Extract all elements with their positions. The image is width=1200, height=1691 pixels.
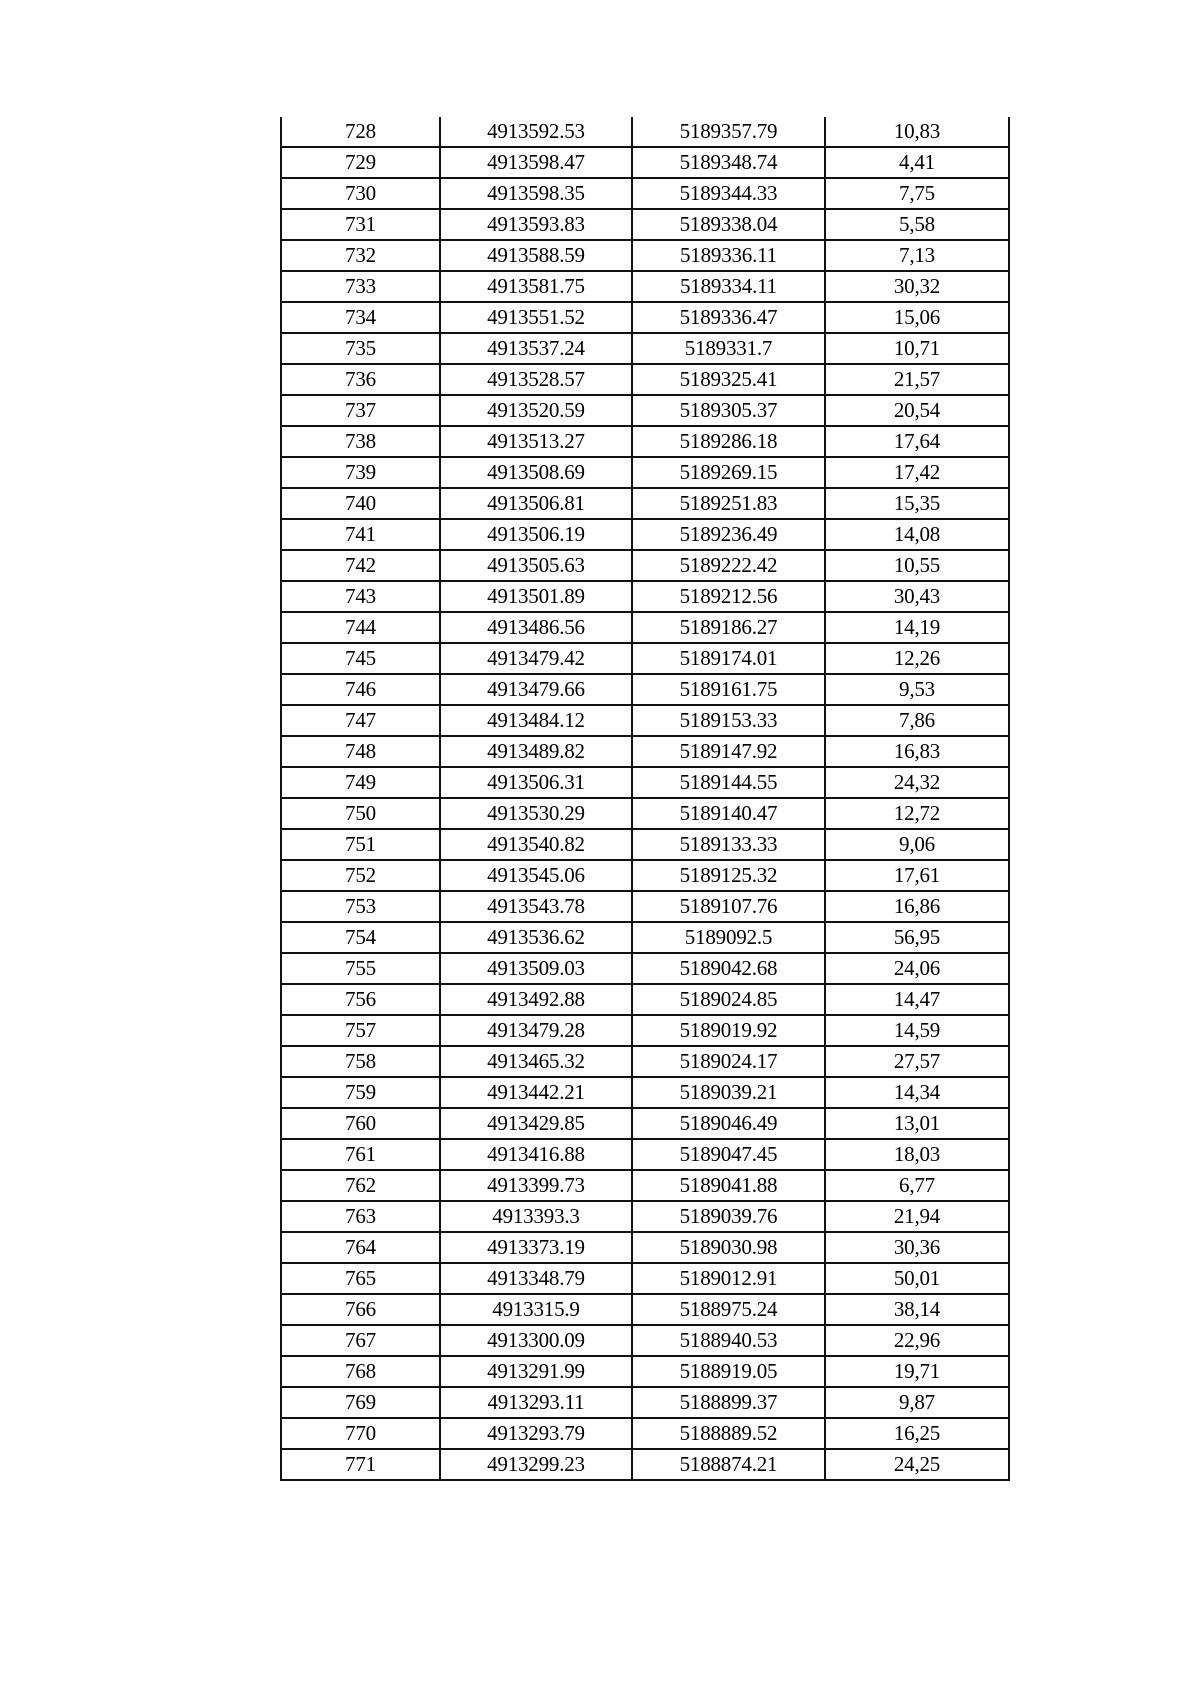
- distance-cell: 15,35: [825, 488, 1009, 519]
- y-coordinate-cell: 5189286.18: [632, 426, 825, 457]
- table-row: [281, 891, 1009, 922]
- y-coordinate-cell: 5189336.11: [632, 240, 825, 271]
- x-coordinate-cell: 4913399.73: [440, 1170, 632, 1201]
- point-number-cell: 743: [281, 581, 440, 612]
- point-number-cell: 766: [281, 1294, 440, 1325]
- y-coordinate-cell: 5189041.88: [632, 1170, 825, 1201]
- y-coordinate-cell: 5189357.79: [632, 117, 825, 147]
- x-coordinate-cell: 4913540.82: [440, 829, 632, 860]
- y-coordinate-cell: 5189024.17: [632, 1046, 825, 1077]
- point-number-cell: 731: [281, 209, 440, 240]
- distance-cell: 4,41: [825, 147, 1009, 178]
- distance-cell: 10,83: [825, 117, 1009, 147]
- table-row: [281, 1294, 1009, 1325]
- distance-cell: 15,06: [825, 302, 1009, 333]
- x-coordinate-cell: 4913429.85: [440, 1108, 632, 1139]
- distance-cell: 19,71: [825, 1356, 1009, 1387]
- distance-cell: 30,32: [825, 271, 1009, 302]
- table-row: [281, 736, 1009, 767]
- table-row: [281, 147, 1009, 178]
- table-row: [281, 705, 1009, 736]
- x-coordinate-cell: 4913479.66: [440, 674, 632, 705]
- distance-cell: 50,01: [825, 1263, 1009, 1294]
- table-row: [281, 488, 1009, 519]
- distance-cell: 24,32: [825, 767, 1009, 798]
- x-coordinate-cell: 4913588.59: [440, 240, 632, 271]
- x-coordinate-cell: 4913489.82: [440, 736, 632, 767]
- x-coordinate-cell: 4913501.89: [440, 581, 632, 612]
- x-coordinate-cell: 4913416.88: [440, 1139, 632, 1170]
- y-coordinate-cell: 5189133.33: [632, 829, 825, 860]
- table-row: [281, 271, 1009, 302]
- y-coordinate-cell: 5189338.04: [632, 209, 825, 240]
- table-row: [281, 767, 1009, 798]
- distance-cell: 14,08: [825, 519, 1009, 550]
- x-coordinate-cell: 4913315.9: [440, 1294, 632, 1325]
- distance-cell: 30,36: [825, 1232, 1009, 1263]
- distance-cell: 14,47: [825, 984, 1009, 1015]
- x-coordinate-cell: 4913506.19: [440, 519, 632, 550]
- table-row: [281, 581, 1009, 612]
- table-row: [281, 302, 1009, 333]
- point-number-cell: 762: [281, 1170, 440, 1201]
- distance-cell: 7,86: [825, 705, 1009, 736]
- distance-cell: 17,61: [825, 860, 1009, 891]
- point-number-cell: 749: [281, 767, 440, 798]
- y-coordinate-cell: 5189046.49: [632, 1108, 825, 1139]
- table-row: [281, 1232, 1009, 1263]
- distance-cell: 13,01: [825, 1108, 1009, 1139]
- y-coordinate-cell: 5189039.76: [632, 1201, 825, 1232]
- y-coordinate-cell: 5189161.75: [632, 674, 825, 705]
- y-coordinate-cell: 5189331.7: [632, 333, 825, 364]
- distance-cell: 24,06: [825, 953, 1009, 984]
- point-number-cell: 733: [281, 271, 440, 302]
- x-coordinate-cell: 4913513.27: [440, 426, 632, 457]
- distance-cell: 10,71: [825, 333, 1009, 364]
- table-row: [281, 984, 1009, 1015]
- point-number-cell: 760: [281, 1108, 440, 1139]
- distance-cell: 16,25: [825, 1418, 1009, 1449]
- point-number-cell: 729: [281, 147, 440, 178]
- table-row: [281, 240, 1009, 271]
- table-row: [281, 674, 1009, 705]
- distance-cell: 9,53: [825, 674, 1009, 705]
- table-row: [281, 457, 1009, 488]
- distance-cell: 20,54: [825, 395, 1009, 426]
- y-coordinate-cell: 5189334.11: [632, 271, 825, 302]
- y-coordinate-cell: 5189212.56: [632, 581, 825, 612]
- x-coordinate-cell: 4913293.11: [440, 1387, 632, 1418]
- point-number-cell: 734: [281, 302, 440, 333]
- table-row: [281, 953, 1009, 984]
- x-coordinate-cell: 4913508.69: [440, 457, 632, 488]
- x-coordinate-cell: 4913492.88: [440, 984, 632, 1015]
- table-row: [281, 1356, 1009, 1387]
- y-coordinate-cell: 5189336.47: [632, 302, 825, 333]
- point-number-cell: 739: [281, 457, 440, 488]
- point-number-cell: 740: [281, 488, 440, 519]
- point-number-cell: 771: [281, 1449, 440, 1480]
- y-coordinate-cell: 5189186.27: [632, 612, 825, 643]
- y-coordinate-cell: 5189140.47: [632, 798, 825, 829]
- x-coordinate-cell: 4913299.23: [440, 1449, 632, 1480]
- x-coordinate-cell: 4913598.35: [440, 178, 632, 209]
- table-row: [281, 1015, 1009, 1046]
- x-coordinate-cell: 4913551.52: [440, 302, 632, 333]
- x-coordinate-cell: 4913536.62: [440, 922, 632, 953]
- y-coordinate-cell: 5189344.33: [632, 178, 825, 209]
- distance-cell: 9,87: [825, 1387, 1009, 1418]
- point-number-cell: 754: [281, 922, 440, 953]
- x-coordinate-cell: 4913528.57: [440, 364, 632, 395]
- x-coordinate-cell: 4913373.19: [440, 1232, 632, 1263]
- distance-cell: 38,14: [825, 1294, 1009, 1325]
- y-coordinate-cell: 5189019.92: [632, 1015, 825, 1046]
- distance-cell: 7,75: [825, 178, 1009, 209]
- point-number-cell: 756: [281, 984, 440, 1015]
- distance-cell: 21,94: [825, 1201, 1009, 1232]
- point-number-cell: 757: [281, 1015, 440, 1046]
- point-number-cell: 732: [281, 240, 440, 271]
- point-number-cell: 735: [281, 333, 440, 364]
- distance-cell: 14,59: [825, 1015, 1009, 1046]
- point-number-cell: 730: [281, 178, 440, 209]
- table-row: [281, 1046, 1009, 1077]
- y-coordinate-cell: 5189348.74: [632, 147, 825, 178]
- y-coordinate-cell: 5188889.52: [632, 1418, 825, 1449]
- point-number-cell: 736: [281, 364, 440, 395]
- x-coordinate-cell: 4913543.78: [440, 891, 632, 922]
- table-row: [281, 1077, 1009, 1108]
- x-coordinate-cell: 4913293.79: [440, 1418, 632, 1449]
- x-coordinate-cell: 4913479.42: [440, 643, 632, 674]
- x-coordinate-cell: 4913520.59: [440, 395, 632, 426]
- distance-cell: 14,19: [825, 612, 1009, 643]
- distance-cell: 30,43: [825, 581, 1009, 612]
- point-number-cell: 753: [281, 891, 440, 922]
- table-row: [281, 364, 1009, 395]
- x-coordinate-cell: 4913465.32: [440, 1046, 632, 1077]
- table-body: [281, 117, 1009, 1480]
- y-coordinate-cell: 5189012.91: [632, 1263, 825, 1294]
- table-row: [281, 612, 1009, 643]
- y-coordinate-cell: 5189251.83: [632, 488, 825, 519]
- table-row: [281, 643, 1009, 674]
- table-row: [281, 395, 1009, 426]
- table-row: [281, 426, 1009, 457]
- point-number-cell: 745: [281, 643, 440, 674]
- point-number-cell: 758: [281, 1046, 440, 1077]
- x-coordinate-cell: 4913592.53: [440, 117, 632, 147]
- y-coordinate-cell: 5188899.37: [632, 1387, 825, 1418]
- y-coordinate-cell: 5189024.85: [632, 984, 825, 1015]
- distance-cell: 12,26: [825, 643, 1009, 674]
- distance-cell: 22,96: [825, 1325, 1009, 1356]
- point-number-cell: 752: [281, 860, 440, 891]
- point-number-cell: 746: [281, 674, 440, 705]
- x-coordinate-cell: 4913479.28: [440, 1015, 632, 1046]
- table-row: [281, 1201, 1009, 1232]
- y-coordinate-cell: 5189107.76: [632, 891, 825, 922]
- x-coordinate-cell: 4913505.63: [440, 550, 632, 581]
- coordinates-table: [280, 117, 1010, 1481]
- point-number-cell: 767: [281, 1325, 440, 1356]
- x-coordinate-cell: 4913300.09: [440, 1325, 632, 1356]
- y-coordinate-cell: 5189153.33: [632, 705, 825, 736]
- y-coordinate-cell: 5189039.21: [632, 1077, 825, 1108]
- distance-cell: 27,57: [825, 1046, 1009, 1077]
- point-number-cell: 750: [281, 798, 440, 829]
- point-number-cell: 763: [281, 1201, 440, 1232]
- x-coordinate-cell: 4913393.3: [440, 1201, 632, 1232]
- distance-cell: 18,03: [825, 1139, 1009, 1170]
- y-coordinate-cell: 5189047.45: [632, 1139, 825, 1170]
- table-row: [281, 1139, 1009, 1170]
- table-row: [281, 829, 1009, 860]
- table-row: [281, 117, 1009, 147]
- distance-cell: 10,55: [825, 550, 1009, 581]
- x-coordinate-cell: 4913509.03: [440, 953, 632, 984]
- distance-cell: 9,06: [825, 829, 1009, 860]
- table-row: [281, 1325, 1009, 1356]
- distance-cell: 17,42: [825, 457, 1009, 488]
- y-coordinate-cell: 5189236.49: [632, 519, 825, 550]
- y-coordinate-cell: 5189222.42: [632, 550, 825, 581]
- y-coordinate-cell: 5189147.92: [632, 736, 825, 767]
- y-coordinate-cell: 5189305.37: [632, 395, 825, 426]
- point-number-cell: 737: [281, 395, 440, 426]
- distance-cell: 14,34: [825, 1077, 1009, 1108]
- x-coordinate-cell: 4913537.24: [440, 333, 632, 364]
- y-coordinate-cell: 5188975.24: [632, 1294, 825, 1325]
- y-coordinate-cell: 5189042.68: [632, 953, 825, 984]
- point-number-cell: 768: [281, 1356, 440, 1387]
- y-coordinate-cell: 5189092.5: [632, 922, 825, 953]
- point-number-cell: 764: [281, 1232, 440, 1263]
- point-number-cell: 761: [281, 1139, 440, 1170]
- point-number-cell: 751: [281, 829, 440, 860]
- table-row: [281, 1263, 1009, 1294]
- distance-cell: 7,13: [825, 240, 1009, 271]
- x-coordinate-cell: 4913530.29: [440, 798, 632, 829]
- table-row: [281, 519, 1009, 550]
- y-coordinate-cell: 5189269.15: [632, 457, 825, 488]
- point-number-cell: 741: [281, 519, 440, 550]
- distance-cell: 17,64: [825, 426, 1009, 457]
- x-coordinate-cell: 4913486.56: [440, 612, 632, 643]
- table-row: [281, 860, 1009, 891]
- y-coordinate-cell: 5189174.01: [632, 643, 825, 674]
- point-number-cell: 738: [281, 426, 440, 457]
- distance-cell: 5,58: [825, 209, 1009, 240]
- x-coordinate-cell: 4913581.75: [440, 271, 632, 302]
- y-coordinate-cell: 5189144.55: [632, 767, 825, 798]
- point-number-cell: 742: [281, 550, 440, 581]
- x-coordinate-cell: 4913506.31: [440, 767, 632, 798]
- point-number-cell: 759: [281, 1077, 440, 1108]
- distance-cell: 16,83: [825, 736, 1009, 767]
- y-coordinate-cell: 5188940.53: [632, 1325, 825, 1356]
- table-row: [281, 1108, 1009, 1139]
- table-row: [281, 1449, 1009, 1480]
- distance-cell: 24,25: [825, 1449, 1009, 1480]
- x-coordinate-cell: 4913484.12: [440, 705, 632, 736]
- table-row: [281, 178, 1009, 209]
- x-coordinate-cell: 4913506.81: [440, 488, 632, 519]
- point-number-cell: 728: [281, 117, 440, 147]
- table-row: [281, 333, 1009, 364]
- distance-cell: 6,77: [825, 1170, 1009, 1201]
- x-coordinate-cell: 4913598.47: [440, 147, 632, 178]
- point-number-cell: 744: [281, 612, 440, 643]
- table-row: [281, 1418, 1009, 1449]
- table-row: [281, 1170, 1009, 1201]
- y-coordinate-cell: 5189325.41: [632, 364, 825, 395]
- table-row: [281, 1387, 1009, 1418]
- distance-cell: 16,86: [825, 891, 1009, 922]
- x-coordinate-cell: 4913442.21: [440, 1077, 632, 1108]
- y-coordinate-cell: 5189030.98: [632, 1232, 825, 1263]
- table-row: [281, 922, 1009, 953]
- y-coordinate-cell: 5188919.05: [632, 1356, 825, 1387]
- distance-cell: 21,57: [825, 364, 1009, 395]
- table-row: [281, 798, 1009, 829]
- point-number-cell: 769: [281, 1387, 440, 1418]
- table-row: [281, 550, 1009, 581]
- x-coordinate-cell: 4913593.83: [440, 209, 632, 240]
- point-number-cell: 748: [281, 736, 440, 767]
- x-coordinate-cell: 4913291.99: [440, 1356, 632, 1387]
- distance-cell: 12,72: [825, 798, 1009, 829]
- table-row: [281, 209, 1009, 240]
- point-number-cell: 770: [281, 1418, 440, 1449]
- y-coordinate-cell: 5189125.32: [632, 860, 825, 891]
- point-number-cell: 755: [281, 953, 440, 984]
- x-coordinate-cell: 4913545.06: [440, 860, 632, 891]
- x-coordinate-cell: 4913348.79: [440, 1263, 632, 1294]
- y-coordinate-cell: 5188874.21: [632, 1449, 825, 1480]
- point-number-cell: 765: [281, 1263, 440, 1294]
- point-number-cell: 747: [281, 705, 440, 736]
- distance-cell: 56,95: [825, 922, 1009, 953]
